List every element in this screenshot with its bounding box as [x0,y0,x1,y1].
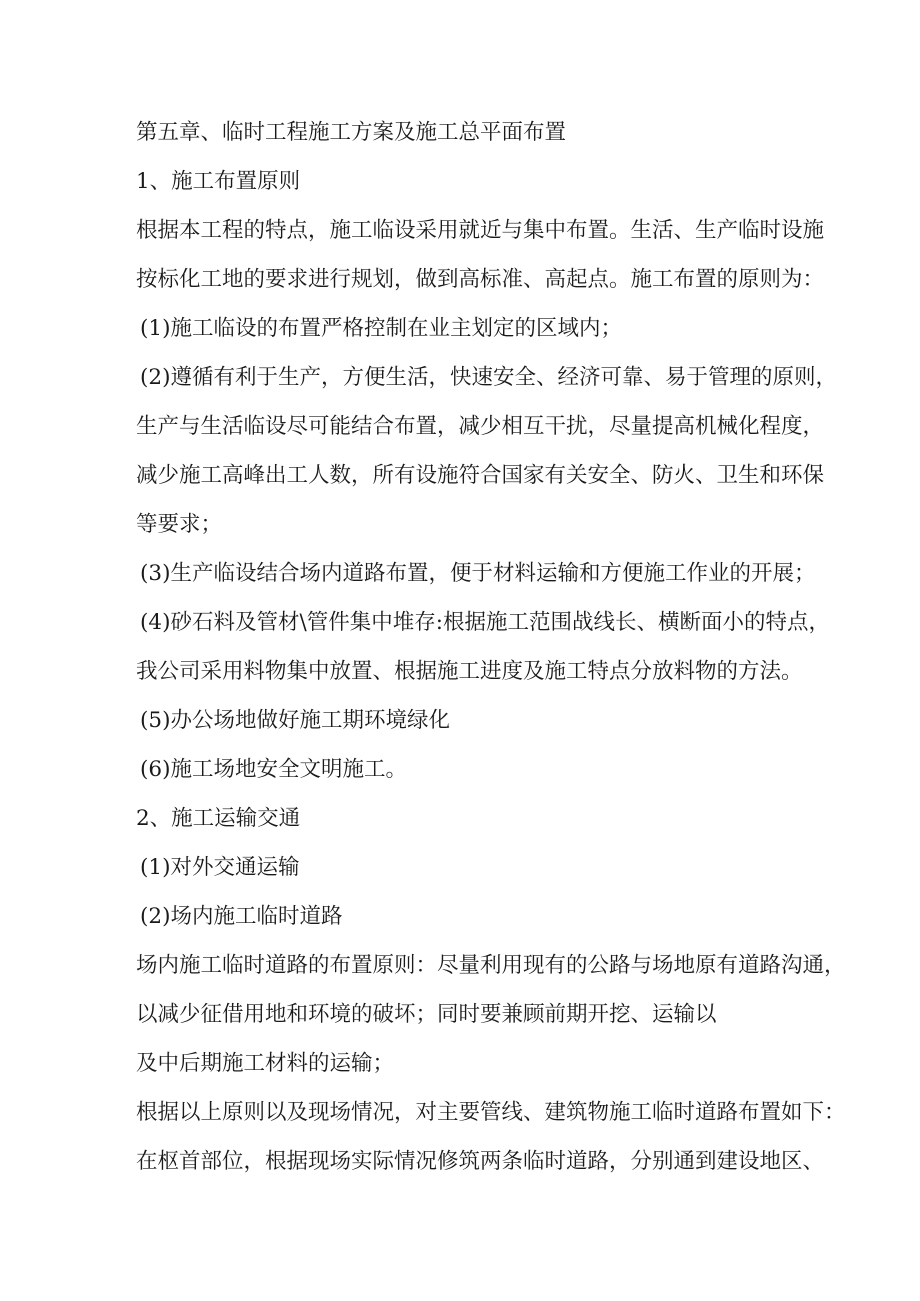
section-1-intro-line-1: 根据本工程的特点，施工临设采用就近与集中布置。生活、生产临时设施 [136,218,825,243]
section-1-item-2-line-1: (2)遵循有利于生产，方便生活，快速安全、经济可靠、易于管理的原则， [140,365,837,390]
section-1-heading: 1、施工布置原则 [136,169,301,194]
section-1-item-2-line-2: 生产与生活临设尽可能结合布置，减少相互干扰，尽量提高机械化程度， [136,414,825,439]
section-1-item-5: (5)办公场地做好施工期环境绿化 [140,708,450,733]
section-2-para-2-line-2: 在枢首部位，根据现场实际情况修筑两条临时道路，分别通到建设地区、 [136,1149,825,1174]
section-1-item-3: (3)生产临设结合场内道路布置，便于材料运输和方便施工作业的开展； [140,561,816,586]
section-2-para-1-line-1: 场内施工临时道路的布置原则：尽量利用现有的公路与场地原有道路沟通， [136,953,846,978]
section-1-item-6: (6)施工场地安全文明施工。 [140,757,407,782]
section-1-intro-line-2: 按标化工地的要求进行规划，做到高标准、高起点。施工布置的原则为： [136,267,825,292]
section-2-para-2-line-1: 根据以上原则以及现场情况，对主要管线、建筑物施工临时道路布置如下： [136,1100,846,1125]
chapter-title: 第五章、临时工程施工方案及施工总平面布置 [136,120,567,145]
section-2-item-2: (2)场内施工临时道路 [140,904,343,929]
section-2-para-1-line-2: 以减少征借用地和环境的破坏；同时要兼顾前期开挖、运输以 [136,1002,717,1027]
section-2-para-1-line-3: 及中后期施工材料的运输； [136,1051,395,1076]
section-1-item-2-line-3: 减少施工高峰出工人数，所有设施符合国家有关安全、防火、卫生和环保 [136,463,825,488]
section-1-item-4-line-1: (4)砂石料及管材\管件集中堆存:根据施工范围战线长、横断面小的特点， [140,610,830,635]
section-1-item-2-line-4: 等要求； [136,512,223,537]
section-1-item-1: (1)施工临设的布置严格控制在业主划定的区域内； [140,316,622,341]
section-2-item-1: (1)对外交通运输 [140,855,300,880]
section-1-item-4-line-2: 我公司采用料物集中放置、根据施工进度及施工特点分放料物的方法。 [136,659,803,684]
section-2-heading: 2、施工运输交通 [136,806,301,831]
